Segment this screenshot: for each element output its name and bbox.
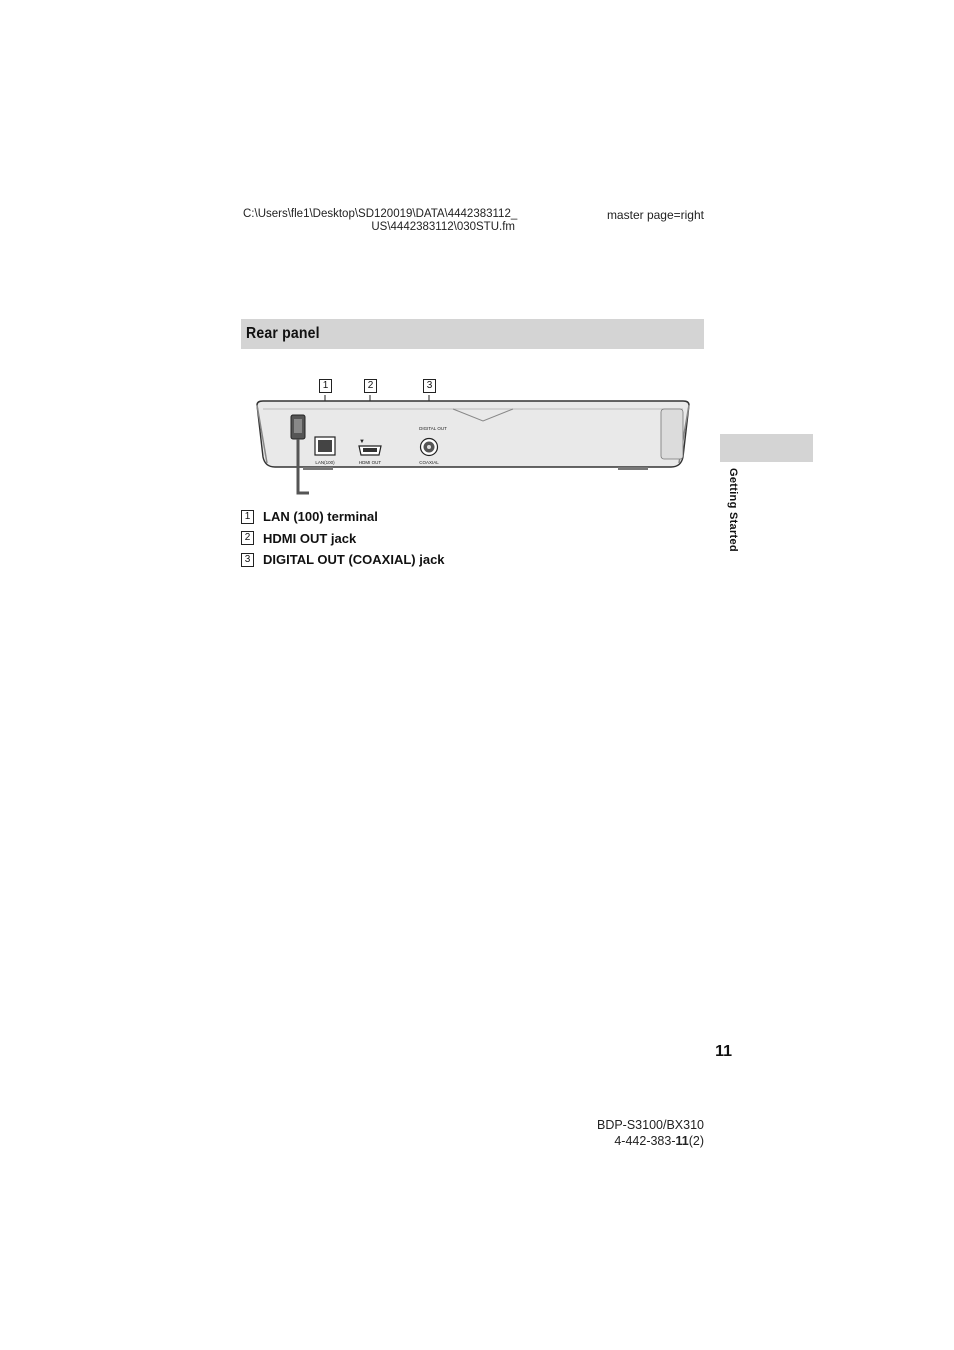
legend-item — [241, 528, 445, 550]
svg-text:▼: ▼ — [359, 439, 365, 445]
callout-3: 3 — [423, 379, 436, 393]
hdmi-port-label: HDMI OUT — [358, 460, 382, 465]
legend-label: HDMI OUT jack — [263, 530, 357, 546]
legend-label: LAN (100) terminal — [263, 509, 378, 525]
legend-item — [241, 549, 445, 571]
file-path-header — [243, 208, 518, 234]
lan-port-label: LAN(100) — [315, 460, 335, 465]
section-header-bar — [241, 319, 704, 349]
rear-panel-illustration — [253, 395, 693, 500]
side-tab-label: Getting Started — [727, 468, 739, 552]
page-number: 11 — [715, 1043, 732, 1060]
footer — [560, 1117, 704, 1149]
legend-number: 2 — [241, 531, 254, 545]
section-title: Rear panel — [246, 325, 320, 342]
legend-number: 3 — [241, 553, 254, 567]
legend-item — [241, 506, 445, 528]
model-number: BDP-S3100/BX310 — [596, 1118, 704, 1132]
file-path-line1: C:\Users\fle1\Desktop\SD120019\DATA\4442383112_ — [243, 208, 518, 220]
port-legend — [241, 506, 445, 571]
digital-out-label: DIGITAL OUT — [419, 426, 447, 431]
legend-number: 1 — [241, 510, 254, 524]
master-page-label: master page=right — [606, 208, 704, 222]
callout-1: 1 — [319, 379, 332, 393]
callout-2: 2 — [364, 379, 377, 393]
document-code: 4-442-383-11(2) — [614, 1134, 704, 1148]
coaxial-label: COAXIAL — [419, 460, 439, 465]
file-path-line2: US\4442383112\030STU.fm — [371, 221, 515, 233]
side-tab — [720, 434, 813, 462]
legend-label: DIGITAL OUT (COAXIAL) jack — [263, 552, 445, 568]
